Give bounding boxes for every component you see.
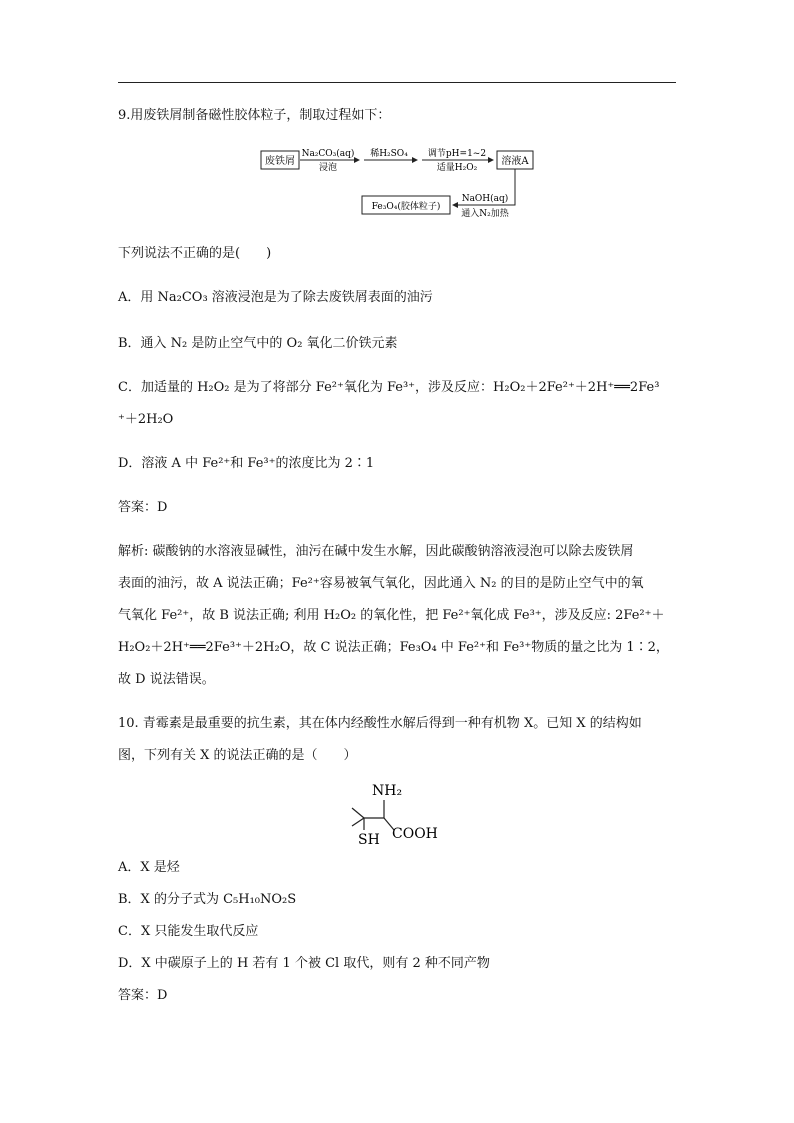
bond-methyl-1 [352,808,364,818]
q9-analysis-line: 解析: 碳酸钠的水溶液显碱性，油污在碱中发生水解，因此碳酸钠溶液浸泡可以除去废铁屑 [118,544,634,559]
step3-ph: 调节pH=1~2 [427,149,487,159]
q9-option-b: B．通入 N₂ 是防止空气中的 O₂ 氧化二价铁元素 [118,336,398,351]
box-product-label: Fe₃O₄(胶体粒子) [371,202,441,212]
q10-stem-line1: 10. 青霉素是最重要的抗生素，其在体内经酸性水解后得到一种有机物 X。已知 X 的结构如 [118,716,642,731]
step3-reagent: 适量H₂O₂ [436,163,478,173]
nh2-label: NH₂ [372,783,403,799]
q9-option-c-line1: C．加适量的 H₂O₂ 是为了将部分 Fe²⁺氧化为 Fe³⁺，涉及反应：H₂O₂＋2Fe²⁺＋2H⁺══2Fe³ [118,380,660,395]
step1-reagent: Na₂CO₃(aq) [301,149,355,159]
q10-option-c: C．X 只能发生取代反应 [118,924,259,939]
bond-methyl-2 [352,818,364,826]
q10-answer: 答案：D [118,988,168,1003]
sh-label: SH [358,832,380,848]
q9-analysis-line: 气氧化 Fe²⁺，故 B 说法正确; 利用 H₂O₂ 的氧化性，把 Fe²⁺氧化成 Fe³⁺，涉及反应: 2Fe²⁺＋ [118,608,665,623]
q9-question: 下列说法不正确的是( ) [118,246,272,261]
q10-option-d: D．X 中碳原子上的 H 若有 1 个被 Cl 取代，则有 2 种不同产物 [118,956,490,971]
box-waste-iron-label: 废铁屑 [265,156,295,167]
q10-option-a: A．X 是烃 [118,860,180,875]
q9-stem: 9.用废铁屑制备磁性胶体粒子，制取过程如下： [118,108,391,123]
step2-reagent: 稀H₂SO₄ [370,149,408,159]
step4-condition: 通入N₂加热 [461,209,509,219]
step1-condition: 浸泡 [318,163,338,173]
box-solution-a-label: 溶液A [501,156,529,167]
cooh-label: COOH [392,826,438,842]
step4-reagent: NaOH(aq) [461,194,509,204]
q9-option-d: D．溶液 A 中 Fe²⁺和 Fe³⁺的浓度比为 2∶1 [118,456,375,471]
q9-answer: 答案：D [118,500,168,515]
q10-option-b: B．X 的分子式为 C₅H₁₀NO₂S [118,892,297,907]
q9-option-c-line2: ⁺＋2H₂O [118,412,174,427]
q10-stem-line2: 图，下列有关 X 的说法正确的是（ ） [118,748,357,763]
q9-analysis-line: H₂O₂＋2H⁺══2Fe³⁺＋2H₂O，故 C 说法正确；Fe₃O₄ 中 Fe²⁺和 Fe³⁺物质的量之比为 1∶2， [118,640,669,655]
q9-analysis-line: 故 D 说法错误。 [118,672,215,687]
q9-option-a: A．用 Na₂CO₃ 溶液浸泡是为了除去废铁屑表面的油污 [118,290,433,305]
q9-analysis-line: 表面的油污，故 A 说法正确；Fe²⁺容易被氧气氧化，因此通入 N₂ 的目的是防止空气中的氧 [118,576,644,591]
